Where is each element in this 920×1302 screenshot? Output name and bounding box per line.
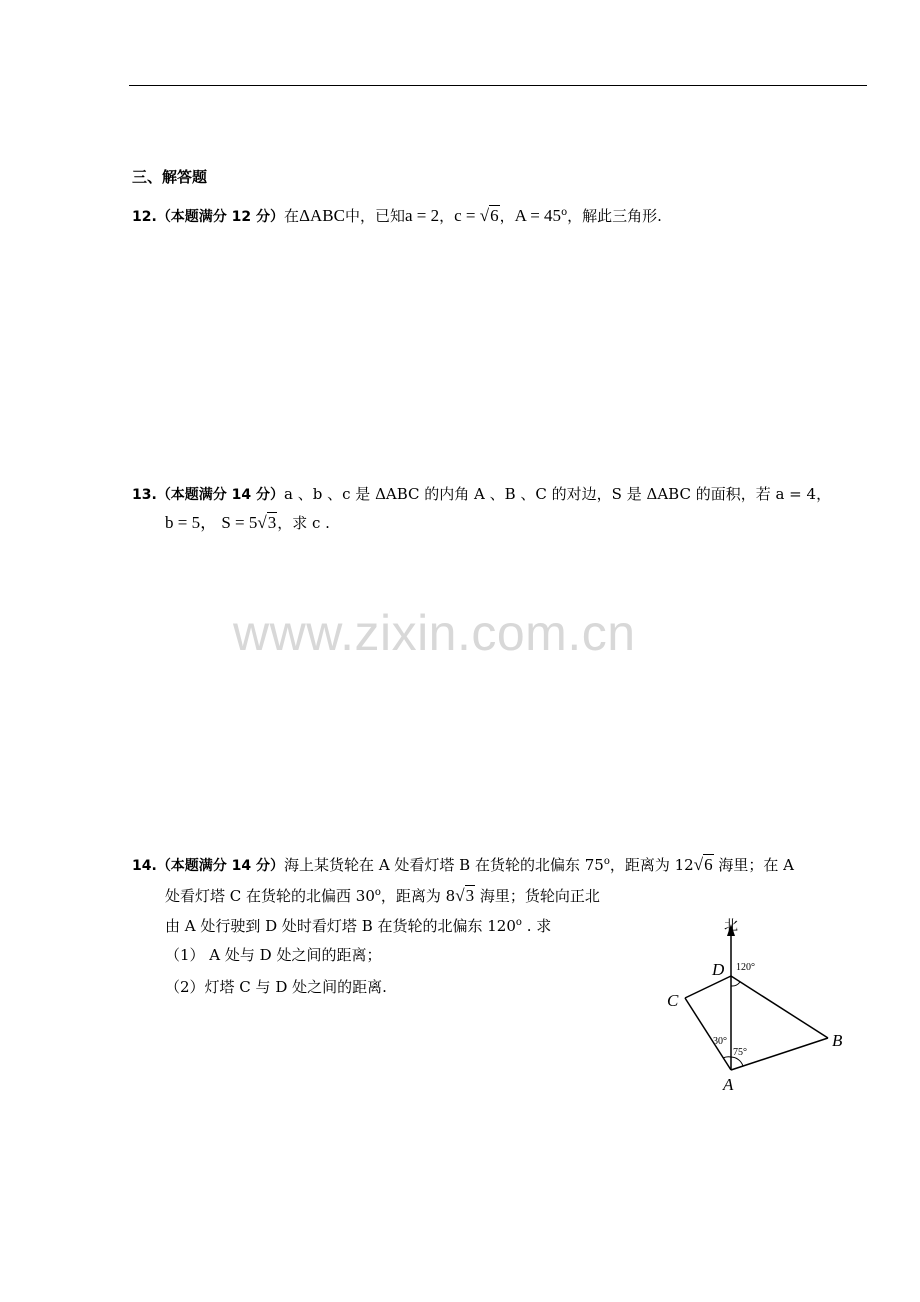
bearing-diagram-svg	[650, 912, 860, 1097]
question-13	[132, 484, 831, 505]
question-14-line2	[165, 883, 600, 906]
degree-mark: o	[374, 887, 381, 898]
q14-text: ，距离为 8	[380, 887, 456, 905]
degree-mark: o	[515, 917, 522, 928]
q12-sep: ，	[439, 207, 455, 225]
q13-radicand: 3	[267, 513, 277, 532]
q12-triangle: ΔABC	[299, 206, 345, 225]
q14-radicand: 3	[465, 886, 475, 905]
q14-text: 处看灯塔 C 在货轮的北偏西 30	[165, 887, 375, 905]
sqrt-symbol: √	[455, 886, 465, 905]
q14-text: 海里；货轮向正北	[475, 887, 600, 905]
question-points: （本题满分 12 分）	[156, 209, 285, 225]
label-north: 北	[724, 919, 738, 934]
label-C: C	[667, 991, 679, 1010]
label-angle-30: 30°	[713, 1036, 727, 1047]
sqrt-symbol: √	[257, 513, 267, 532]
bearing-diagram	[650, 912, 860, 1097]
question-14	[132, 852, 794, 876]
segment-DB	[731, 976, 828, 1038]
q13-line1: a 、b 、c 是 ΔABC 的内角 A 、B 、C 的对边，S 是 ΔABC 的面积，若 a = 4，	[284, 485, 832, 503]
question-13-line2	[165, 513, 330, 533]
q14-radicand: 6	[704, 855, 713, 874]
segment-CD	[685, 976, 731, 998]
question-14-sub2: （2）灯塔 C 与 D 处之间的距离.	[165, 978, 387, 996]
label-angle-75: 75°	[733, 1047, 747, 1058]
sqrt-symbol: √	[693, 855, 704, 874]
q12-tail: ，解此三角形.	[567, 207, 662, 225]
q12-eq-A: A = 45	[514, 206, 562, 225]
question-12	[132, 203, 662, 227]
watermark: www.zixin.com.cn	[233, 605, 636, 661]
degree-mark: o	[603, 856, 610, 867]
angle-arc-A-left	[723, 1057, 731, 1058]
q13-eq: b = 5， S = 5	[165, 513, 258, 532]
label-B: B	[832, 1031, 843, 1050]
q12-text: 中，已知	[344, 207, 405, 225]
question-number: 14.	[132, 858, 157, 874]
q12-eq-c: c =	[454, 206, 480, 225]
question-14-sub1: （1） A 处与 D 处之间的距离；	[165, 946, 382, 964]
angle-arc-D	[731, 982, 740, 986]
label-angle-120: 120°	[736, 962, 755, 973]
q13-tail: ，求 c .	[277, 514, 330, 532]
q14-text: . 求	[521, 917, 552, 935]
section-heading: 三、解答题	[132, 168, 208, 186]
label-D: D	[712, 960, 725, 979]
segment-AC	[685, 998, 731, 1070]
q14-text: ，距离为 12	[609, 856, 694, 874]
question-14-line3	[165, 913, 551, 936]
q12-sep: ，	[499, 207, 515, 225]
q14-text: 海上某货轮在 A 处看灯塔 B 在货轮的北偏东 75	[284, 856, 604, 874]
question-points: （本题满分 14 分）	[156, 487, 285, 503]
q12-eq-a: a = 2	[404, 206, 440, 225]
q14-text: 由 A 处行驶到 D 处时看灯塔 B 在货轮的北偏东 120	[165, 917, 516, 935]
question-number: 12.	[132, 209, 157, 225]
angle-arc-A-right	[731, 1057, 743, 1066]
q14-text: 海里；在 A	[713, 856, 794, 874]
q12-radicand: 6	[490, 206, 499, 225]
question-points: （本题满分 14 分）	[156, 858, 285, 874]
degree-mark: o	[561, 207, 568, 218]
header-rule	[129, 85, 867, 86]
question-number: 13.	[132, 487, 157, 503]
q12-text: 在	[284, 207, 300, 225]
sqrt-symbol: √	[479, 206, 490, 225]
label-A: A	[723, 1075, 734, 1094]
